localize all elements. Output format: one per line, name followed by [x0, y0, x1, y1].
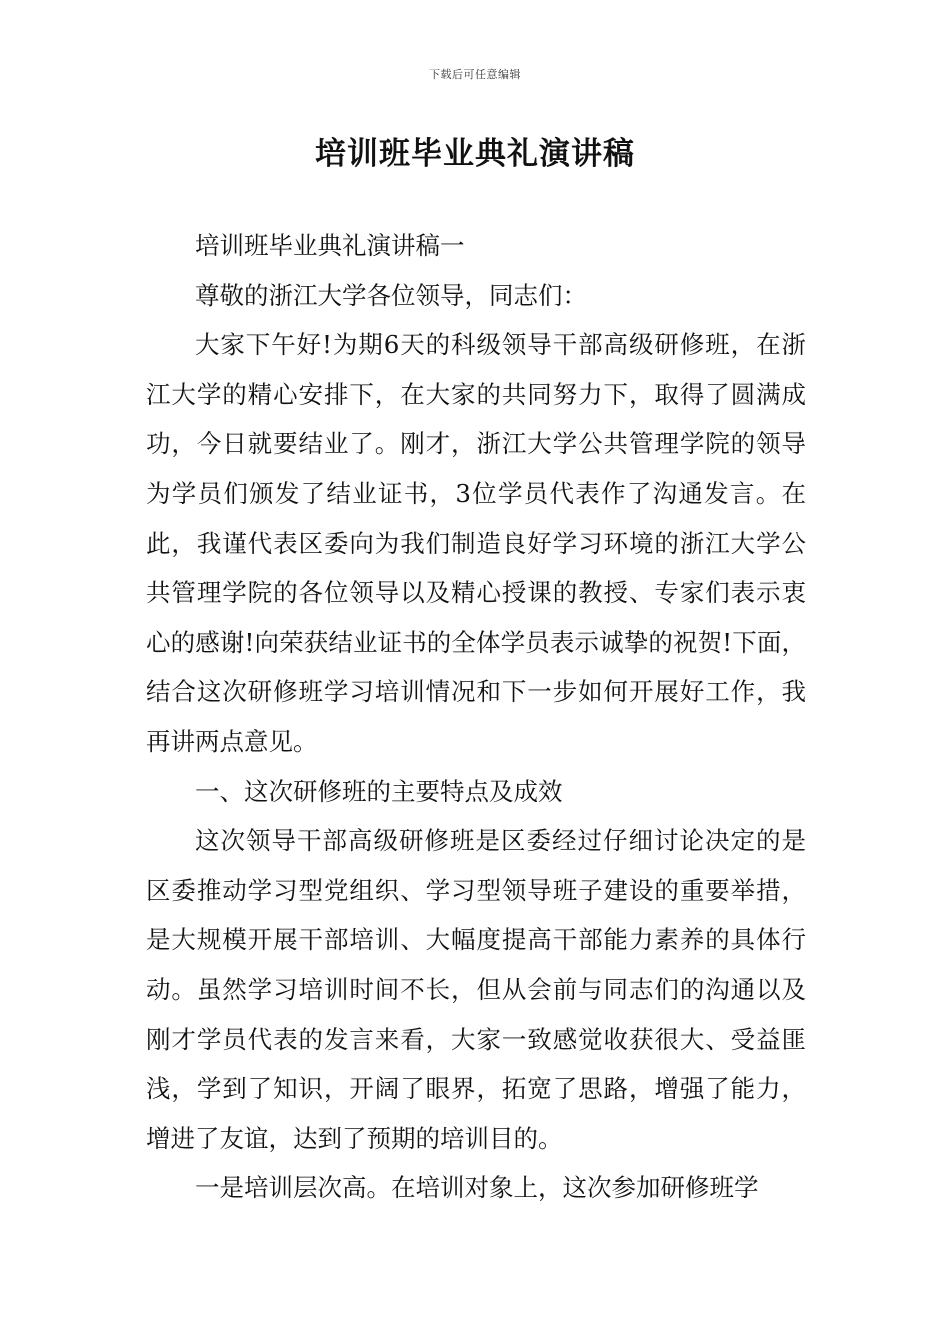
document-body	[146, 221, 806, 1213]
body-paragraph: 一是培训层次高。在培训对象上，这次参加研修班学	[195, 1173, 759, 1203]
header-note: 下载后可任意编辑	[429, 68, 521, 81]
body-paragraph: 大家下午好!为期6天的科级领导干部高级研修班，在浙江大学的精心安排下，在大家的共同努力下，取得了圆满成功，今日就要结业了。刚才，浙江大学公共管理学院的领导为学员们颁发了结业证书，3位学员代表作了沟通发言。在此，我谨代表区委向为我们制造良好学习环境的浙江大学公共管理学院的各位领导以及精心授课的教授、专家们表示衷心的感谢!向荣获结业证书的全体学员表示诚挚的祝贺!下面，结合这次研修班学习培训情况和下一步如何开展好工作，我再讲两点意见。	[146, 330, 806, 756]
document-title: 培训班毕业典礼演讲稿	[315, 136, 635, 172]
body-paragraph: 这次领导干部高级研修班是区委经过仔细讨论决定的是区委推动学习型党组织、学习型领导班子建设的重要举措，是大规模开展干部培训、大幅度提高干部能力素养的具体行动。虽然学习培训时间不长，但从会前与同志们的沟通以及刚才学员代表的发言来看，大家一致感觉收获很大、受益匪浅，学到了知识，开阔了眼界，拓宽了思路，增强了能力，增进了友谊，达到了预期的培训目的。	[146, 826, 806, 1153]
salutation-paragraph: 尊敬的浙江大学各位领导，同志们：	[195, 280, 587, 310]
section-heading: 一、这次研修班的主要特点及成效	[195, 776, 563, 806]
subtitle-paragraph: 培训班毕业典礼演讲稿一	[195, 231, 465, 260]
